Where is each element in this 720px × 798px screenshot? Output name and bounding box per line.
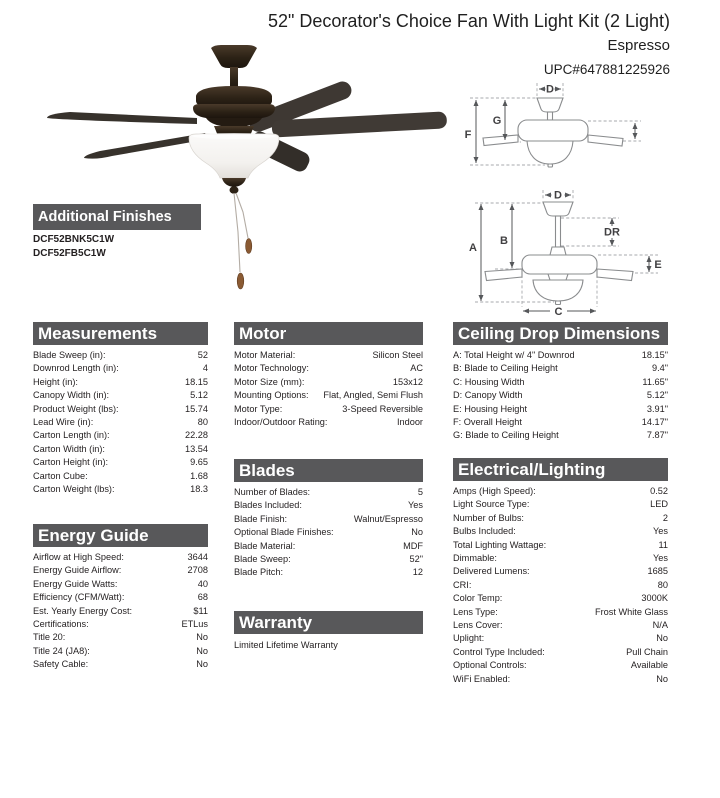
- spec-row: [234, 362, 423, 375]
- section-header-warranty: Warranty: [234, 611, 423, 634]
- spec-row: [33, 349, 208, 362]
- dim-label-f: F: [464, 129, 472, 141]
- pull-chains: [222, 178, 252, 289]
- spec-row: [234, 526, 423, 539]
- section-header-motor: Motor: [234, 322, 423, 345]
- spec-value: 52": [409, 554, 423, 565]
- spec-label: Control Type Included:: [453, 646, 545, 657]
- spec-row: [453, 362, 668, 375]
- spec-label: Number of Blades:: [234, 487, 311, 497]
- spec-row: [33, 658, 208, 671]
- spec-value: 12: [412, 567, 423, 578]
- spec-row: [33, 645, 208, 658]
- spec-row: [453, 512, 668, 525]
- dim-label-d: D: [554, 189, 562, 202]
- spec-value: Yes: [653, 526, 668, 537]
- spec-value: No: [196, 659, 208, 670]
- spec-label: Safety Cable:: [33, 659, 89, 670]
- spec-value: 11: [658, 539, 668, 550]
- spec-label: Title 24 (JA8):: [33, 645, 90, 656]
- spec-label: Delivered Lumens:: [453, 566, 530, 577]
- spec-row: [234, 349, 423, 362]
- spec-value: 2708: [187, 565, 208, 576]
- spec-label: Uplight:: [453, 633, 485, 644]
- spec-value: 14.17": [641, 417, 668, 428]
- energy-guide-rows: [33, 551, 208, 672]
- spec-row: [33, 578, 208, 591]
- pull-chain-2: [234, 193, 240, 272]
- spec-value: 5: [417, 487, 423, 497]
- spec-value: 1685: [647, 566, 668, 577]
- spec-label: WiFi Enabled:: [453, 673, 511, 684]
- pull-chain-tassel-2: [237, 273, 244, 289]
- spec-label: Height (in):: [33, 376, 78, 387]
- spec-row: [453, 592, 668, 605]
- spec-row: [453, 606, 668, 619]
- spec-value: 9.4": [651, 363, 668, 374]
- spec-label: Number of Bulbs:: [453, 512, 524, 523]
- spec-row: [234, 403, 423, 416]
- spec-value: 153x12: [392, 376, 423, 387]
- spec-value: 5.12: [190, 390, 208, 401]
- ceiling-drop-rows: [453, 349, 668, 443]
- spec-row: [33, 429, 208, 442]
- spec-row: [33, 618, 208, 631]
- spec-row: [33, 631, 208, 644]
- spec-value: LED: [650, 499, 668, 510]
- spec-value: 3-Speed Reversible: [342, 403, 423, 414]
- spec-label: Lead Wire (in):: [33, 417, 94, 428]
- spec-label: Total Lighting Wattage:: [453, 539, 547, 550]
- section-energy-guide: [33, 524, 208, 672]
- spec-value: 3644: [187, 552, 208, 562]
- page-title: 52" Decorator's Choice Fan With Light Kit (2 Light): [267, 11, 670, 31]
- spec-row: [453, 646, 668, 659]
- spec-row: [33, 564, 208, 577]
- spec-value: N/A: [652, 620, 668, 631]
- spec-label: Color Temp:: [453, 593, 503, 604]
- finish-code-list: [33, 233, 201, 261]
- spec-row: [33, 362, 208, 375]
- spec-label: Efficiency (CFM/Watt):: [33, 592, 125, 603]
- dim-label-e: E: [654, 259, 662, 271]
- section-warranty: [234, 611, 423, 652]
- spec-label: Product Weight (lbs):: [33, 403, 119, 414]
- upc-code: UPC#647881225926: [543, 62, 670, 77]
- title-block: [268, 9, 670, 81]
- spec-label: Motor Technology:: [234, 363, 309, 374]
- section-blades: [234, 459, 423, 580]
- spec-label: Blade Pitch:: [234, 567, 284, 578]
- spec-value: 3.91": [646, 403, 668, 414]
- spec-row: [453, 619, 668, 632]
- spec-label: Est. Yearly Energy Cost:: [33, 605, 133, 616]
- spec-label: Blade Sweep (in):: [33, 350, 106, 360]
- spec-value: 18.15": [641, 350, 668, 360]
- spec-row: [234, 486, 423, 499]
- spec-value: 13.54: [185, 443, 208, 454]
- diagram-fan-outline: [485, 202, 633, 305]
- spec-value: No: [411, 527, 423, 538]
- spec-row: [453, 659, 668, 672]
- spec-value: 9.65: [190, 457, 208, 468]
- spec-row: [453, 552, 668, 565]
- spec-row: [234, 513, 423, 526]
- spec-row: [453, 498, 668, 511]
- measurements-rows: [33, 349, 208, 496]
- spec-row: [33, 389, 208, 402]
- section-header-measurements: Measurements: [33, 322, 208, 345]
- spec-value: Indoor: [396, 417, 423, 428]
- motor-band: [193, 104, 275, 118]
- spec-value: 40: [197, 578, 208, 589]
- spec-value: 1.68: [190, 470, 208, 481]
- spec-row: [453, 632, 668, 645]
- electrical-rows: [453, 485, 668, 686]
- spec-label: G: Blade to Ceiling Height: [453, 430, 559, 441]
- spec-value: No: [196, 632, 208, 643]
- spec-value: Silicon Steel: [372, 350, 423, 360]
- spec-value: 7.87": [646, 430, 668, 441]
- section-electrical-lighting: [453, 458, 668, 686]
- spec-label: Downrod Length (in):: [33, 363, 119, 374]
- diagram-fan-outline: [483, 98, 623, 167]
- spec-label: Certifications:: [33, 619, 89, 630]
- spec-row: [33, 416, 208, 429]
- spec-row: [33, 551, 208, 564]
- spec-label: Carton Width (in):: [33, 443, 105, 454]
- spec-label: Lens Cover:: [453, 620, 503, 631]
- blades-rows: [234, 486, 423, 580]
- finish-code: DCF52FB5C1W: [33, 248, 106, 259]
- spec-row: [453, 485, 668, 498]
- section-header-energy-guide: Energy Guide: [33, 524, 208, 547]
- spec-label: Blade Material:: [234, 540, 296, 551]
- dimension-diagram-flush-mount: [455, 78, 705, 188]
- spec-label: C: Housing Width: [453, 376, 525, 387]
- motor-rows: [234, 349, 423, 429]
- spec-label: A: Total Height w/ 4" Downrod: [453, 350, 575, 360]
- spec-value: 18.15: [185, 376, 208, 387]
- spec-row: [33, 605, 208, 618]
- warranty-text: Limited Lifetime Warranty: [234, 640, 338, 650]
- spec-value: 15.74: [185, 403, 208, 414]
- spec-row: [234, 540, 423, 553]
- spec-label: Motor Size (mm):: [234, 376, 305, 387]
- spec-row: [33, 403, 208, 416]
- spec-label: Energy Guide Watts:: [33, 578, 118, 589]
- finish-code: DCF52BNK5C1W: [33, 234, 115, 245]
- spec-row: [453, 673, 668, 686]
- spec-value: No: [196, 645, 208, 656]
- spec-row: [234, 416, 423, 429]
- spec-value: 3000K: [641, 593, 668, 604]
- spec-value: Flat, Angled, Semi Flush: [323, 390, 423, 401]
- spec-row: [234, 389, 423, 402]
- spec-label: Optional Blade Finishes:: [234, 527, 334, 538]
- spec-value: Pull Chain: [626, 646, 668, 657]
- spec-label: Carton Cube:: [33, 470, 88, 481]
- dim-label-a: A: [469, 242, 477, 254]
- spec-row: [453, 565, 668, 578]
- spec-label: Carton Weight (lbs):: [33, 484, 115, 495]
- spec-label: Blades Included:: [234, 500, 302, 511]
- spec-label: Bulbs Included:: [453, 526, 516, 537]
- spec-row: [33, 376, 208, 389]
- spec-label: Indoor/Outdoor Rating:: [234, 417, 328, 428]
- finish-name: Espresso: [607, 37, 670, 54]
- spec-value: No: [656, 633, 668, 644]
- spec-value: 68: [197, 592, 208, 603]
- dim-label-c: C: [554, 306, 563, 318]
- spec-row: [33, 470, 208, 483]
- spec-value: 4: [202, 363, 208, 374]
- spec-row: [453, 349, 668, 362]
- dim-label-b: B: [500, 235, 508, 247]
- spec-label: Energy Guide Airflow:: [33, 565, 122, 576]
- spec-row: [453, 403, 668, 416]
- spec-value: 0.52: [650, 486, 668, 496]
- dim-label-dr: DR: [604, 226, 620, 239]
- spec-row: [33, 456, 208, 469]
- spec-value: Yes: [408, 500, 423, 511]
- spec-value: 52: [197, 350, 208, 360]
- spec-row: [453, 416, 668, 429]
- spec-row: [234, 499, 423, 512]
- spec-value: 18.3: [190, 484, 208, 495]
- spec-label: Airflow at High Speed:: [33, 552, 124, 562]
- section-header-electrical: Electrical/Lighting: [453, 458, 668, 481]
- spec-label: Title 20:: [33, 632, 66, 643]
- spec-value: 2: [662, 512, 668, 523]
- spec-value: $11: [193, 605, 208, 616]
- spec-row: [33, 591, 208, 604]
- spec-value: Frost White Glass: [594, 606, 668, 617]
- pull-chain-tassel-1: [246, 239, 252, 254]
- glass-bowl-light: [189, 133, 279, 178]
- spec-label: Amps (High Speed):: [453, 486, 536, 496]
- spec-row: [453, 389, 668, 402]
- spec-row: [234, 376, 423, 389]
- spec-row: [453, 579, 668, 592]
- spec-row: [453, 429, 668, 442]
- spec-label: B: Blade to Ceiling Height: [453, 363, 558, 374]
- spec-row: [453, 539, 668, 552]
- spec-row: [234, 566, 423, 579]
- canopy: [211, 45, 257, 68]
- spec-value: 80: [657, 579, 668, 590]
- spec-value: Available: [630, 660, 668, 671]
- spec-label: Optional Controls:: [453, 660, 527, 671]
- spec-value: ETLus: [181, 619, 208, 630]
- spec-value: Walnut/Espresso: [353, 513, 423, 524]
- section-measurements: [33, 322, 208, 496]
- section-header-ceiling-drop: Ceiling Drop Dimensions: [453, 322, 668, 345]
- spec-row: [234, 553, 423, 566]
- blade-left: [47, 112, 197, 124]
- spec-label: Lens Type:: [453, 606, 498, 617]
- spec-label: Dimmable:: [453, 553, 497, 564]
- spec-row: [453, 525, 668, 538]
- spec-label: Motor Type:: [234, 403, 283, 414]
- spec-label: Blade Finish:: [234, 513, 288, 524]
- spec-value: 22.28: [185, 430, 208, 441]
- spec-value: Yes: [653, 553, 668, 564]
- spec-value: 11.65": [642, 376, 668, 387]
- spec-value: MDF: [403, 540, 423, 551]
- finial: [222, 178, 246, 187]
- spec-label: Carton Height (in):: [33, 457, 109, 468]
- spec-label: Blade Sweep:: [234, 554, 291, 565]
- spec-row: [33, 443, 208, 456]
- section-ceiling-drop-dimensions: [453, 322, 668, 443]
- spec-label: Mounting Options:: [234, 390, 309, 401]
- dimension-diagram-downrod-mount: [455, 185, 690, 320]
- section-motor: [234, 322, 423, 429]
- spec-label: Light Source Type:: [453, 499, 530, 510]
- spec-row: [453, 376, 668, 389]
- spec-label: CRI:: [453, 579, 472, 590]
- spec-value: 80: [197, 417, 208, 428]
- spec-label: Carton Length (in):: [33, 430, 110, 441]
- spec-value: No: [656, 673, 668, 684]
- section-header-blades: Blades: [234, 459, 423, 482]
- spec-value: 5.12": [646, 390, 668, 401]
- spec-label: F: Overall Height: [453, 417, 522, 428]
- dim-label-g: G: [492, 115, 502, 127]
- dim-label-d: D: [546, 83, 554, 96]
- section-header-additional-finishes: Additional Finishes: [33, 204, 201, 230]
- spec-value: AC: [410, 363, 423, 374]
- section-additional-finishes: [33, 204, 201, 261]
- spec-label: Motor Material:: [234, 350, 296, 360]
- spec-label: D: Canopy Width: [453, 390, 523, 401]
- spec-row: [33, 483, 208, 496]
- spec-label: Canopy Width (in):: [33, 390, 110, 401]
- spec-label: E: Housing Height: [453, 403, 528, 414]
